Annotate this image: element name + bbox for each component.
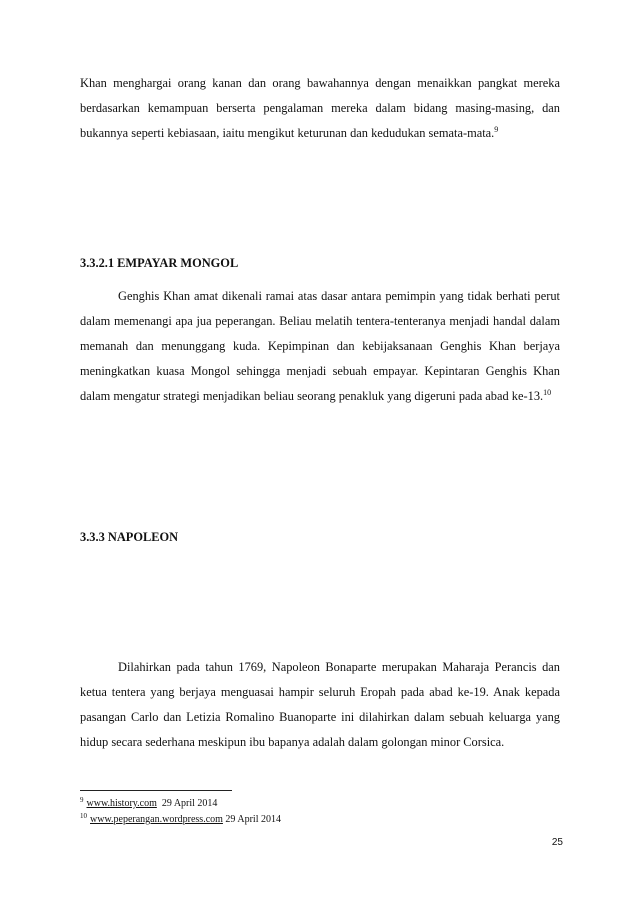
page-number: 25 (551, 837, 563, 848)
heading-empayar-mongol: 3.3.2.1 EMPAYAR MONGOL (80, 256, 239, 270)
napoleon-paragraph: Dilahirkan pada tahun 1769, Napoleon Bonaparte merupakan Maharaja Perancis dan ketua tentera yang berjaya menguasai hampir seluruh Eropah pada abad ke-19. Anak kepada pasangan Carlo dan Letizia Romalino Buanoparte ini dilahirkan dalam sebuah keluarga yang hidup secara sederhana meskipun ibu bapanya adalah dalam golongan minor Corsica. (80, 660, 560, 749)
footnote-link-history[interactable]: www.history.com (86, 798, 157, 809)
footnote-link-peperangan[interactable]: www.peperangan.wordpress.com (90, 814, 223, 825)
intro-paragraph-text: Khan menghargai orang kanan dan orang bawahannya dengan menaikkan pangkat mereka berdasarkan kemampuan berserta pengalaman mereka dalam bidang masing-masing, dan bukannya seperti kebiasaan, iaitu mengikut keturunan dan kedudukan semata-mata. (80, 76, 560, 140)
footnote-number: 9 (80, 795, 84, 804)
footnote-date: 29 April 2014 (161, 798, 218, 809)
footnote-9 (80, 796, 281, 812)
footnote-reference-9: 9 (494, 124, 499, 134)
footnote-10 (80, 812, 281, 828)
mongol-paragraph (80, 284, 560, 409)
mongol-paragraph-block (80, 284, 560, 409)
footnote-separator (80, 790, 232, 791)
footnote-number: 10 (80, 811, 87, 820)
heading-napoleon: 3.3.3 NAPOLEON (80, 530, 179, 544)
footnotes (80, 796, 281, 828)
intro-paragraph-block (80, 71, 560, 146)
footnote-reference-10: 10 (543, 387, 552, 397)
napoleon-paragraph-block (80, 655, 560, 755)
intro-paragraph (80, 71, 560, 146)
mongol-paragraph-text: Genghis Khan amat dikenali ramai atas dasar antara pemimpin yang tidak berhati perut dalam memenangi apa jua peperangan. Beliau melatih tentera-tenteranya menjadi handal dalam memanah dan menunggang kuda. Kepimpinan dan kebijaksanaan Genghis Khan berjaya meningkatkan kuasa Mongol sehingga menjadi sebuah empayar. Kepintaran Genghis Khan dalam mengatur strategi menjadikan beliau seorang penakluk yang digeruni pada abad ke-13. (80, 289, 560, 403)
footnote-date: 29 April 2014 (225, 814, 281, 825)
